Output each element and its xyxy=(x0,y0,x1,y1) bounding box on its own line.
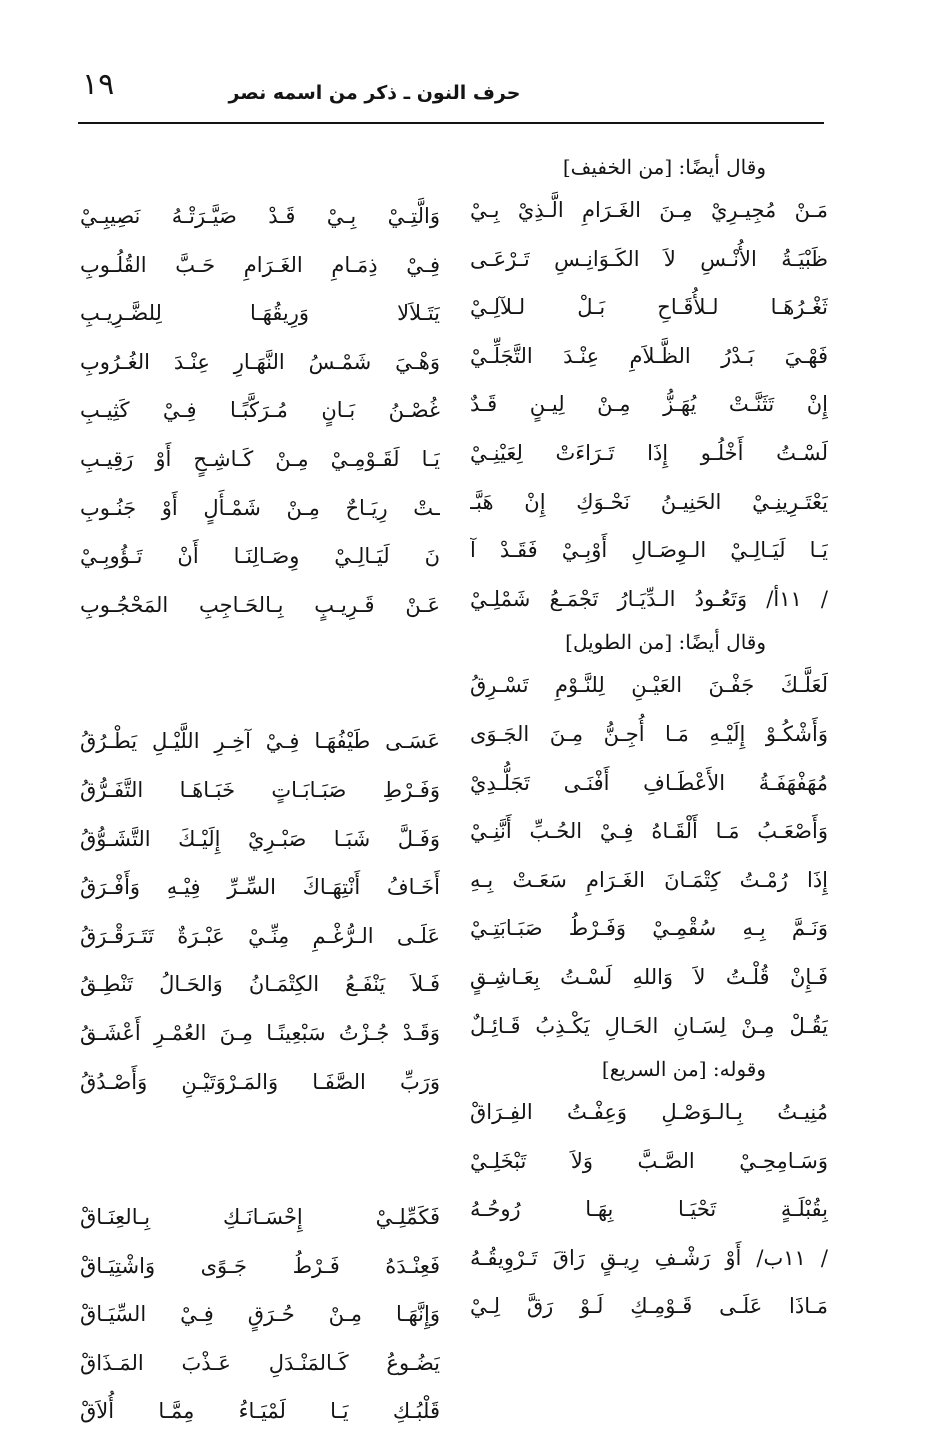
verse-line: ظَبْيَـةُ الأُنْـسِ لاَ الكَـوَانِـسِ تَـرْعَـى xyxy=(470,246,828,271)
verse-line: وَأَشْكُـوْ إِلَيْـهِ مَـا أُجِـنُّ مِـنَ الجَـوَى xyxy=(470,721,828,746)
verse-line: وَفَـرْطِ صَبَـابَـاتٍ خَبَـاهَـا التَّفَـرُّقُ xyxy=(80,777,440,802)
verse-line: قَلْبُـكِ يَـا لَمْيَـاءُ مِمَّـا أُلاَقْ xyxy=(80,1399,440,1424)
verse-line: فَـإِنْ قُلْـتُ لاَ وَاللهِ لَسْـتُ بِعَـاشِـقٍ xyxy=(470,964,828,989)
section-heading: وقال أيضًا: [من الخفيف] xyxy=(562,155,766,179)
verse-line: لَعَلَّـكَ جَفْـنَ العَيْـنِ لِلنَّـوْمِ تَسْـرِقُ xyxy=(470,673,828,698)
verse-line: وَفَـلَّ شَبَـا صَبْـرِيْ إِلَيْـكَ التَّشَـوُّقُ xyxy=(80,826,440,851)
section-heading: وقوله: [من السريع] xyxy=(601,1057,766,1082)
verse-line: عَـنْ قَـرِيـبٍ بِـالحَـاجِبِ المَحْجُـوبِ xyxy=(80,592,440,617)
verse-line: وَرَبِّ الصَّفَـا وَالمَـرْوَتَيْـنِ وَأَصْـدُقُ xyxy=(80,1069,440,1094)
left-column xyxy=(80,192,440,1436)
verse-line: عَلَـى الـرُّغْـمِ مِنِّـيْ عَبْـرَةٌ تَتَـرَقْـرَقُ xyxy=(80,923,440,948)
running-title: حرف النون ـ ذكر من اسمه نصر xyxy=(228,82,521,104)
verse-line: يَعْتَـرِينِـيْ الحَنِيـنُ نَحْـوَكِ إِنْ هَبَّـ xyxy=(470,489,828,514)
verse-line: يَتَـلاَلا وَرِيقُهَـا لِلضَّـرِيـبِ xyxy=(80,301,440,326)
verse-line: وَسَـامِحِـيْ الصَّـبَّ وَلاَ تَبْخَلِـيْ xyxy=(470,1148,828,1173)
verse-line: وَأَصْعَـبُ مَـا أَلْقَـاهُ فِـيْ الحُـبِّ أَنَّنِـيْ xyxy=(470,819,828,844)
verse-line: نَ لَيَـالِـيْ وِصَـالِنَـا أَنْ تَـؤُوبِـيْ xyxy=(80,544,440,569)
verse-line: إِنْ تَثَنَّـتْ يُهَـزُّ مِـنْ لِيـنٍ قَـدٌ xyxy=(470,392,828,417)
verse-line: يَـا لَقَـوْمِـيْ مِـنْ كَـاشِـحٍ أَوْ رَقِيـبِ xyxy=(80,446,440,471)
verse-line: فِـيْ ذِمَـامِ الغَـرَامِ حَـبَّ القُلُـوبِ xyxy=(80,252,440,277)
right-column xyxy=(470,148,828,1331)
section-heading: وقال أيضًا: [من الطويل] xyxy=(565,630,766,655)
verse-line: ثَغْـرُهَـا لـلأُقَـاحِ بَـلْ لـلآلِـيْ xyxy=(470,295,828,320)
section-spacer xyxy=(80,1106,440,1193)
header-rule xyxy=(78,122,824,124)
verse-line: وَإِنَّهَـا مِـنْ حُـرَقٍ فِـيْ السِّيَـاقْ xyxy=(80,1302,440,1327)
verse-line: / ١١ب/ أَوْ رَشْـفِ رِيـقٍ رَاقَ تَـرْوِيقُـهُ xyxy=(470,1245,828,1270)
verse-line: فَعِنْـدَهُ فَـرْطُ جَـوًى وَاشْتِيَـاقْ xyxy=(80,1253,440,1278)
verse-line: عَسَـى طَيْفُهَـا فِـيْ آخِـرِ اللَّيْـلِ يَطْـرُقُ xyxy=(80,729,440,754)
verse-line: وَقَـدْ جُـزْتُ سَبْعِينًـا مِـنَ العُمْـرِ أَعْشَـقُ xyxy=(80,1020,440,1045)
verse-line: فَهْـيَ بَـدْرُ الظَّـلاَمِ عِنْـدَ التَّجَلِّـيْ xyxy=(470,343,828,368)
section-spacer xyxy=(80,629,440,717)
verse-line: وَهْـيَ شَمْـسُ النَّهَـارِ عِنْـدَ الغُـرُوبِ xyxy=(80,349,440,374)
verse-line: مُهَفْهَفَـةُ الأَعْطَـافِ أَفْنَـى تَجَلُّـدِيْ xyxy=(470,770,828,795)
verse-line: أَخَـافُ أَنْتِهَـاكَ السِّـرِّ فِيْـهِ وَأَفْـرَقُ xyxy=(80,875,440,900)
verse-line: فَكَمِّلِـيْ إِحْسَـانَـكِ بِـالعِنَـاقْ xyxy=(80,1205,440,1230)
verse-line: بِقُبْلَـةٍ تَحْيَـا بِهَـا رُوحُـهُ xyxy=(470,1197,828,1222)
verse-line: يَقُـلْ مِـنْ لِسَـانِ الحَـالِ يَكْـذِبُ قَـائِـلٌ xyxy=(470,1013,828,1038)
verse-line: فَـلاَ يَنْفَـعُ الكِتْمَـانُ وَالحَـالُ تَنْطِـقُ xyxy=(80,972,440,997)
verse-line: وَنَـمَّ بِـهِ سُقْمِـيْ وَفَـرْطُ صَبَـابَتِـيْ xyxy=(470,916,828,941)
verse-line: غُصْـنُ بَـانٍ مُـرَكَّبًـا فِـيْ كَثِيـبِ xyxy=(80,398,440,423)
verse-line: مَـنْ مُجِيـرِيْ مِـنَ الغَـرَامِ الَّـذِيْ بِـيْ xyxy=(470,198,828,222)
verse-line: لَسْـتُ أَخْلُـو إِذَا تَـرَاءَتْ لِعَيْنِـيْ xyxy=(470,440,828,465)
verse-line: وَالَّتِـيْ بِـيْ قَـدْ صَيَّـرَتْـهُ نَصِيبِـيْ xyxy=(80,204,440,228)
page-number: ١٩ xyxy=(82,67,115,102)
verse-line: يَضُـوعُ كَـالمَنْـدَلِ عَـذْبَ المَـذَاقْ xyxy=(80,1350,440,1375)
verse-line: يَـا لَيَـالِـيْ الـوِصَـالِ أَوْبِـيْ فَقَـدْ آ xyxy=(470,538,828,563)
verse-line: ـتْ رِيَـاحٌ مِـنْ شَمْـأَلٍ أَوْ جَنُـوبِ xyxy=(80,495,440,520)
verse-line: إِذَا رُمْـتُ كِتْمَـانَ الغَـرَامِ سَعَـتْ بِـهِ xyxy=(470,867,828,892)
verse-line: / ١١أ/ وَتَعُـودُ الـدِّيَـارُ تَجْمَـعُ شَمْلِـيْ xyxy=(470,586,828,611)
verse-line: مُنِيـتُ بِـالـوَصْـلِ وَعِفْـتُ الفِـرَاقْ xyxy=(470,1100,828,1125)
verse-line: مَـاذَا عَلَـى قَـوْمِـكِ لَـوْ رَقَّ لِـيْ xyxy=(470,1294,828,1319)
